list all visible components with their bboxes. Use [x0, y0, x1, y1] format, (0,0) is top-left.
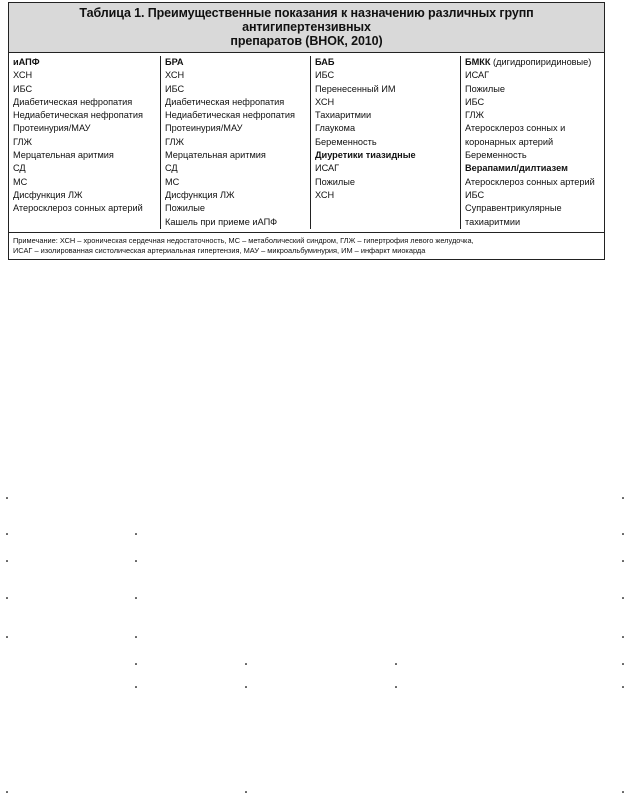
scan-dot	[6, 497, 8, 499]
column-4	[460, 56, 604, 229]
indication-item: Атеросклероз сонных и	[465, 123, 566, 134]
indication-item: ГЛЖ	[13, 136, 32, 147]
scan-dot	[622, 663, 624, 665]
column-1	[9, 56, 160, 229]
column-header	[13, 56, 156, 69]
indication-item: ИБС	[165, 83, 185, 94]
indication-item: тахиаритмии	[465, 216, 521, 227]
indication-item: Недиабетическая нефропатия	[13, 110, 143, 121]
indication-item: Недиабетическая нефропатия	[165, 110, 295, 121]
table-note-line-2: ИСАГ – изолированная систолическая артериальная гипертензия, МАУ – микроальбуминурия, ИМ – инфаркт миокарда	[13, 245, 426, 255]
scan-dot	[245, 663, 247, 665]
scan-dot	[6, 597, 8, 599]
scan-dot	[395, 686, 397, 688]
scan-dot	[622, 533, 624, 535]
scan-dot	[622, 791, 624, 793]
table-title-line-1: Таблица 1. Преимущественные показания к назначению различных групп антигипертензивных	[79, 6, 534, 34]
indication-item: Дисфункция ЛЖ	[165, 189, 235, 200]
indication-item: Пожилые	[465, 83, 505, 94]
indication-item: ИБС	[465, 189, 485, 200]
indication-item: СД	[13, 163, 26, 174]
scan-dot	[6, 636, 8, 638]
indication-item: ИСАГ	[315, 163, 340, 174]
indication-item: ИСАГ	[465, 70, 490, 81]
indication-item: Диабетическая нефропатия	[13, 96, 133, 107]
indication-item: Диабетическая нефропатия	[165, 96, 285, 107]
indication-item: ХСН	[315, 96, 335, 107]
scan-dot	[245, 686, 247, 688]
indication-item: Беременность	[315, 136, 377, 147]
indications-table	[8, 2, 605, 260]
scan-dot	[622, 560, 624, 562]
table-note	[9, 233, 604, 259]
scan-dot	[6, 791, 8, 793]
table-title	[9, 3, 604, 53]
indication-item: МС	[165, 176, 180, 187]
indication-item: Мерцательная аритмия	[13, 150, 114, 161]
indication-item: Кашель при приеме иАПФ	[165, 216, 278, 227]
indication-item: ИБС	[13, 83, 33, 94]
scan-dot	[135, 663, 137, 665]
table-title-line-2: препаратов (ВНОК, 2010)	[230, 34, 383, 48]
subgroup-header: Верапамил/дилтиазем	[465, 163, 568, 174]
indication-item: Дисфункция ЛЖ	[13, 189, 83, 200]
indication-item: Тахиаритмии	[315, 110, 372, 121]
indication-item: Мерцательная аритмия	[165, 150, 266, 161]
column-header-sub: (дигидропиридиновые)	[490, 57, 592, 67]
column-header-label: БМКК	[465, 57, 491, 67]
indication-item: Протеинурия/МАУ	[13, 123, 91, 134]
indication-item: ИБС	[315, 70, 335, 81]
indication-item: коронарных артерий	[465, 136, 554, 147]
scan-dot	[245, 791, 247, 793]
scan-dot	[135, 636, 137, 638]
table-columns	[9, 53, 604, 233]
column-header-label: БРА	[165, 57, 184, 67]
scan-dot	[622, 497, 624, 499]
indication-item: СД	[165, 163, 178, 174]
column-2	[160, 56, 310, 229]
subgroup-header: Диуретики тиазидные	[315, 150, 416, 161]
scan-dot	[135, 533, 137, 535]
column-header-label: БАБ	[315, 57, 335, 67]
indication-item: МС	[13, 176, 28, 187]
column-header	[465, 56, 600, 69]
indication-item: Пожилые	[165, 203, 205, 214]
indication-item: Протеинурия/МАУ	[165, 123, 243, 134]
column-header	[315, 56, 456, 69]
indication-item: Перенесенный ИМ	[315, 83, 396, 94]
scan-dot	[622, 636, 624, 638]
indication-item: ХСН	[315, 189, 335, 200]
indication-item: Суправентрикулярные	[465, 203, 562, 214]
indication-item: ХСН	[13, 70, 33, 81]
indication-item: Атеросклероз сонных артерий	[465, 176, 595, 187]
scan-dot	[135, 597, 137, 599]
scan-dot	[6, 533, 8, 535]
indication-item: ИБС	[465, 96, 485, 107]
scan-dot	[6, 560, 8, 562]
column-header	[165, 56, 306, 69]
scan-dot	[135, 686, 137, 688]
indication-item: Пожилые	[315, 176, 355, 187]
indication-item: ГЛЖ	[165, 136, 184, 147]
indication-item: Глаукома	[315, 123, 356, 134]
scan-dot	[622, 686, 624, 688]
scan-dot	[135, 560, 137, 562]
scan-dot	[395, 663, 397, 665]
scan-dot	[622, 597, 624, 599]
table-note-line-1: Примечание: ХСН – хроническая сердечная недостаточность, МС – метаболический синдром, ГЛЖ – гипертрофия левого желудочка,	[13, 235, 474, 245]
column-3	[310, 56, 460, 229]
indication-item: Атеросклероз сонных артерий	[13, 203, 143, 214]
indication-item: ГЛЖ	[465, 110, 484, 121]
column-header-label: иАПФ	[13, 57, 40, 67]
indication-item: Беременность	[465, 150, 527, 161]
indication-item: ХСН	[165, 70, 185, 81]
